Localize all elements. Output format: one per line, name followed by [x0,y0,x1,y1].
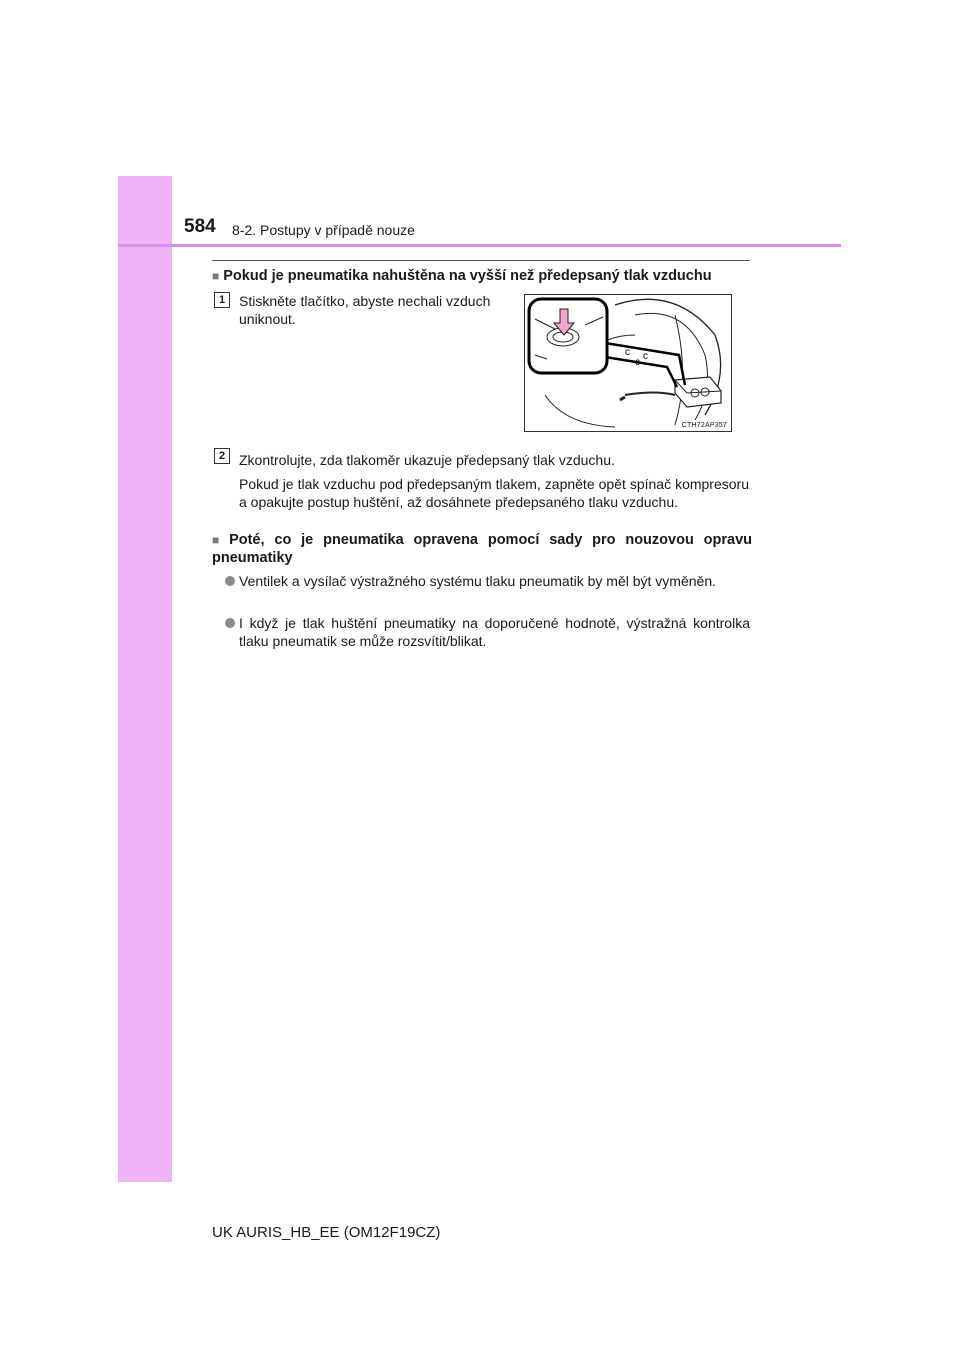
list-item-text: I když je tlak huštění pneumatiky na doporučené hodnotě, výstražná kontrolka tlaku pneumatik se může rozsvítit/blikat. [239,615,750,649]
page-number: 584 [184,216,216,237]
section-title: 8-2. Postupy v případě nouze [232,222,415,238]
heading-text: Pokud je pneumatika nahuštěna na vyšší než předepsaný tlak vzduchu [223,268,712,284]
heading-after-repair [212,531,752,567]
figure-code: CTH72AP357 [681,422,727,429]
list-item [225,572,750,590]
chapter-sidebar [118,176,172,1182]
step-number-1: 1 [214,292,230,308]
list-item-text: Ventilek a vysílač výstražného systému tlaku pneumatik by měl být vyměněn. [239,573,716,589]
content-rule [212,260,750,261]
step-2-text: Zkontrolujte, zda tlakoměr ukazuje předepsaný tlak vzduchu. [239,452,615,468]
square-bullet-icon: ■ [212,533,226,547]
step-1-text: Stiskněte tlačítko, abyste nechali vzduch uniknout. [239,293,491,327]
document-code: UK AURIS_HB_EE (OM12F19CZ) [212,1224,441,1241]
square-bullet-icon: ■ [212,269,220,283]
bullet-dot-icon [225,576,235,586]
compressor-illustration [524,294,732,432]
list-item [225,614,750,650]
heading-text: Poté, co je pneumatika opravena pomocí sady pro nouzovou opravu pneumatiky [212,532,752,566]
svg-text:c: c [625,347,630,358]
step-2-note: Pokud je tlak vzduchu pod předepsaným tlakem, zapněte opět spínač kompresoru a opakujte postup huštění, až dosáhnete předepsaného tlaku vzduchu. [239,476,749,510]
header-rule [118,244,841,247]
svg-text:c: c [643,351,648,362]
bullet-dot-icon [225,618,235,628]
step-number-2: 2 [214,448,230,464]
heading-over-inflated [212,267,752,285]
svg-text:c: c [635,357,640,368]
